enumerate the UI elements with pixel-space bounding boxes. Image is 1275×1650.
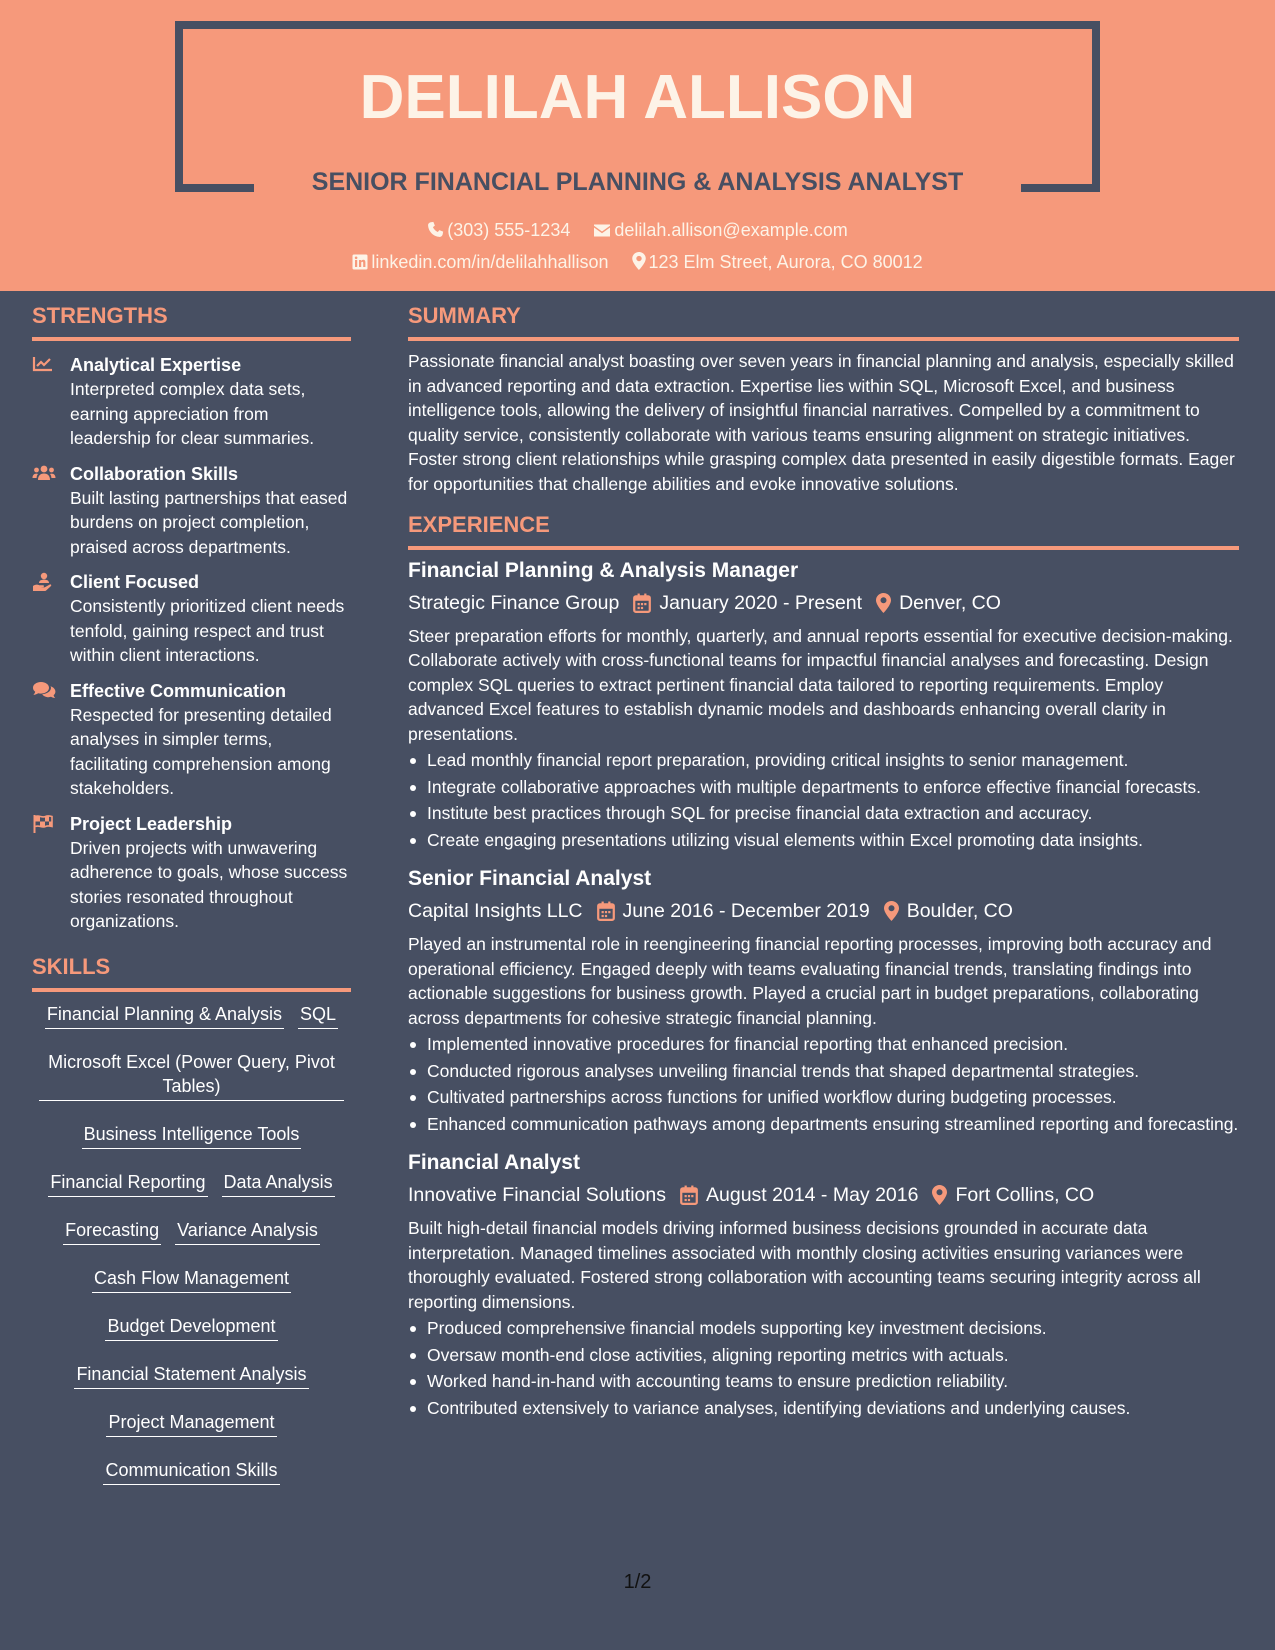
email-contact[interactable]	[593, 220, 847, 241]
contact-row-1	[0, 220, 1275, 241]
job-description: Steer preparation efforts for monthly, quarterly, and annual reports essential for executive decision-making. Collaborate actively with cross-functional teams for impactful financial analyses and forecasting. Design complex SQL queries to extract pertinent financial data tailored to reporting requirements. Employ advanced Excel features to establish dynamic models and dashboards enhancing overall clarity in presentations.	[408, 625, 1233, 744]
skill-tag: SQL	[298, 1002, 338, 1029]
linkedin-text: linkedin.com/in/delilahhallison	[371, 252, 609, 272]
job-bullets	[408, 748, 1239, 852]
strength-item	[32, 353, 351, 451]
skill-tag: Project Management	[106, 1410, 276, 1437]
job-bullet: Oversaw month-end close activities, aligning reporting metrics with actuals.	[408, 1343, 1239, 1368]
job-description: Built high-detail financial models driving informed business decisions grounded in accurate data interpretation. Managed timelines associated with monthly closing activities ensuring variances were thoroughly evaluated. Fostered strong collaboration with accounting teams securing integrity across all reporting dimensions.	[408, 1218, 1201, 1312]
job-bullet: Lead monthly financial report preparation, providing critical insights to senior management.	[408, 748, 1239, 773]
job-location: Boulder, CO	[906, 900, 1013, 923]
calendar-icon	[633, 593, 651, 613]
strength-item	[32, 462, 351, 560]
skill-tag: Communication Skills	[103, 1458, 279, 1485]
job-entry	[408, 558, 1239, 852]
map-marker-icon	[632, 252, 646, 270]
comments-icon	[32, 681, 56, 699]
header-frame-top	[175, 21, 1100, 29]
job-bullet: Institute best practices through SQL for precise financial data extraction and accuracy.	[408, 801, 1239, 826]
calendar-icon	[680, 1185, 698, 1205]
chart-line-icon	[32, 355, 54, 373]
skills-heading: SKILLS	[32, 954, 351, 992]
job-entry	[408, 866, 1239, 1136]
skill-tag: Forecasting	[63, 1218, 161, 1245]
email-text: delilah.allison@example.com	[614, 220, 848, 240]
job-bullets	[408, 1032, 1239, 1136]
contact-row-2	[0, 252, 1275, 273]
candidate-name: DELILAH ALLISON	[359, 63, 916, 132]
strength-desc: Interpreted complex data sets, earning appreciation from leadership for clear summaries.	[70, 379, 315, 448]
resume-header	[0, 0, 1275, 291]
job-bullets	[408, 1316, 1239, 1420]
job-title: Financial Analyst	[408, 1151, 580, 1175]
skill-tag: Business Intelligence Tools	[82, 1122, 302, 1149]
hand-holding-user-icon	[32, 572, 54, 592]
job-bullet: Contributed extensively to variance analyses, identifying deviations and underlying causes.	[408, 1396, 1239, 1421]
job-dates: June 2016 - December 2019	[622, 900, 870, 923]
linkedin-icon	[352, 254, 368, 270]
strength-item	[32, 812, 351, 934]
strength-item	[32, 570, 351, 668]
job-bullet: Worked hand-in-hand with accounting teams to ensure prediction reliability.	[408, 1369, 1239, 1394]
job-meta	[408, 1181, 1239, 1208]
skill-tag: Financial Planning & Analysis	[45, 1002, 284, 1029]
summary-heading: SUMMARY	[408, 303, 1239, 341]
map-marker-icon	[884, 901, 899, 921]
skill-tag: Budget Development	[105, 1314, 277, 1341]
phone-icon	[427, 221, 444, 238]
envelope-icon	[593, 223, 611, 238]
job-bullet: Create engaging presentations utilizing visual elements within Excel promoting data insights.	[408, 828, 1239, 853]
address-text: 123 Elm Street, Aurora, CO 80012	[648, 252, 923, 272]
job-location: Denver, CO	[899, 591, 1001, 614]
job-company: Capital Insights LLC	[408, 900, 583, 923]
address-contact	[632, 252, 923, 273]
strengths-heading: STRENGTHS	[32, 303, 351, 341]
job-bullet: Produced comprehensive financial models supporting key investment decisions.	[408, 1316, 1239, 1341]
job-bullet: Enhanced communication pathways among departments ensuring streamlined reporting and forecasting.	[408, 1112, 1239, 1137]
job-bullet: Integrate collaborative approaches with multiple departments to enforce effective financial forecasts.	[408, 775, 1239, 800]
strength-desc: Built lasting partnerships that eased burdens on project completion, praised across departments.	[70, 487, 348, 557]
job-bullet: Conducted rigorous analyses unveiling financial trends that shaped departmental strategies.	[408, 1059, 1239, 1084]
summary-text: Passionate financial analyst boasting over seven years in financial planning and analysis, especially skilled in advanced reporting and data extraction. Expertise lies within SQL, Microsoft Excel, and business intelligence tools, allowing the delivery of insightful financial narratives. Compelled by a commitment to quality service, consistently collaborate with various teams ensuring alignment on strategic initiatives. Foster strong client relationships while grasping complex data presented in easily digestible formats. Eager for opportunities that challenge abilities and evoke innovative solutions.	[408, 351, 1235, 494]
job-company: Innovative Financial Solutions	[408, 1184, 666, 1207]
job-dates: January 2020 - Present	[659, 591, 863, 614]
job-bullet: Cultivated partnerships across functions for unified workflow during budgeting processes.	[408, 1085, 1239, 1110]
map-marker-icon	[876, 593, 891, 613]
job-meta	[408, 897, 1239, 924]
calendar-icon	[597, 901, 615, 921]
skill-tag: Microsoft Excel (Power Query, Pivot Tables)	[39, 1050, 344, 1101]
experience-heading: EXPERIENCE	[408, 512, 1239, 550]
strength-item	[32, 679, 351, 801]
job-entry	[408, 1150, 1239, 1420]
strength-desc: Driven projects with unwavering adherence to goals, whose success stories resonated throughout organizations.	[70, 837, 348, 931]
page-number: 1/2	[623, 1571, 652, 1593]
right-column	[408, 303, 1239, 1434]
strength-name: Client Focused	[70, 572, 200, 592]
strength-name: Collaboration Skills	[70, 463, 239, 484]
skill-tag: Cash Flow Management	[92, 1266, 291, 1293]
users-icon	[32, 464, 56, 482]
map-marker-icon	[932, 1185, 947, 1205]
strength-name: Analytical Expertise	[70, 355, 242, 375]
job-title: Financial Planning & Analysis Manager	[408, 559, 799, 582]
candidate-title: SENIOR FINANCIAL PLANNING & ANALYSIS ANALYST	[311, 168, 964, 196]
left-column	[32, 303, 351, 1506]
job-dates: August 2014 - May 2016	[706, 1184, 919, 1207]
strength-desc: Respected for presenting detailed analyses in simpler terms, facilitating comprehension among stakeholders.	[70, 704, 332, 798]
skill-tag: Variance Analysis	[175, 1218, 320, 1245]
skill-tag: Financial Reporting	[48, 1170, 207, 1197]
skills-list	[32, 1002, 351, 1506]
strength-name: Effective Communication	[70, 680, 287, 701]
flag-checkered-icon	[32, 814, 54, 834]
job-bullet: Implemented innovative procedures for financial reporting that enhanced precision.	[408, 1032, 1239, 1057]
strength-desc: Consistently prioritized client needs tenfold, gaining respect and trust within client interactions.	[70, 596, 345, 665]
job-location: Fort Collins, CO	[955, 1184, 1095, 1207]
phone-contact	[427, 220, 570, 241]
job-meta	[408, 589, 1239, 616]
job-title: Senior Financial Analyst	[408, 867, 652, 891]
job-description: Played an instrumental role in reengineering financial reporting processes, improving both accuracy and operational efficiency. Engaged deeply with teams evaluating financial trends, translating findings into actionable suggestions for business growth. Played a crucial part in budget preparations, collaborating across departments for cohesive strategic financial planning.	[408, 934, 1212, 1028]
linkedin-contact[interactable]	[352, 252, 608, 273]
phone-text: (303) 555-1234	[447, 220, 571, 240]
skill-tag: Data Analysis	[222, 1170, 335, 1197]
job-company: Strategic Finance Group	[408, 591, 620, 614]
skill-tag: Financial Statement Analysis	[74, 1362, 308, 1389]
strength-name: Project Leadership	[70, 813, 233, 834]
